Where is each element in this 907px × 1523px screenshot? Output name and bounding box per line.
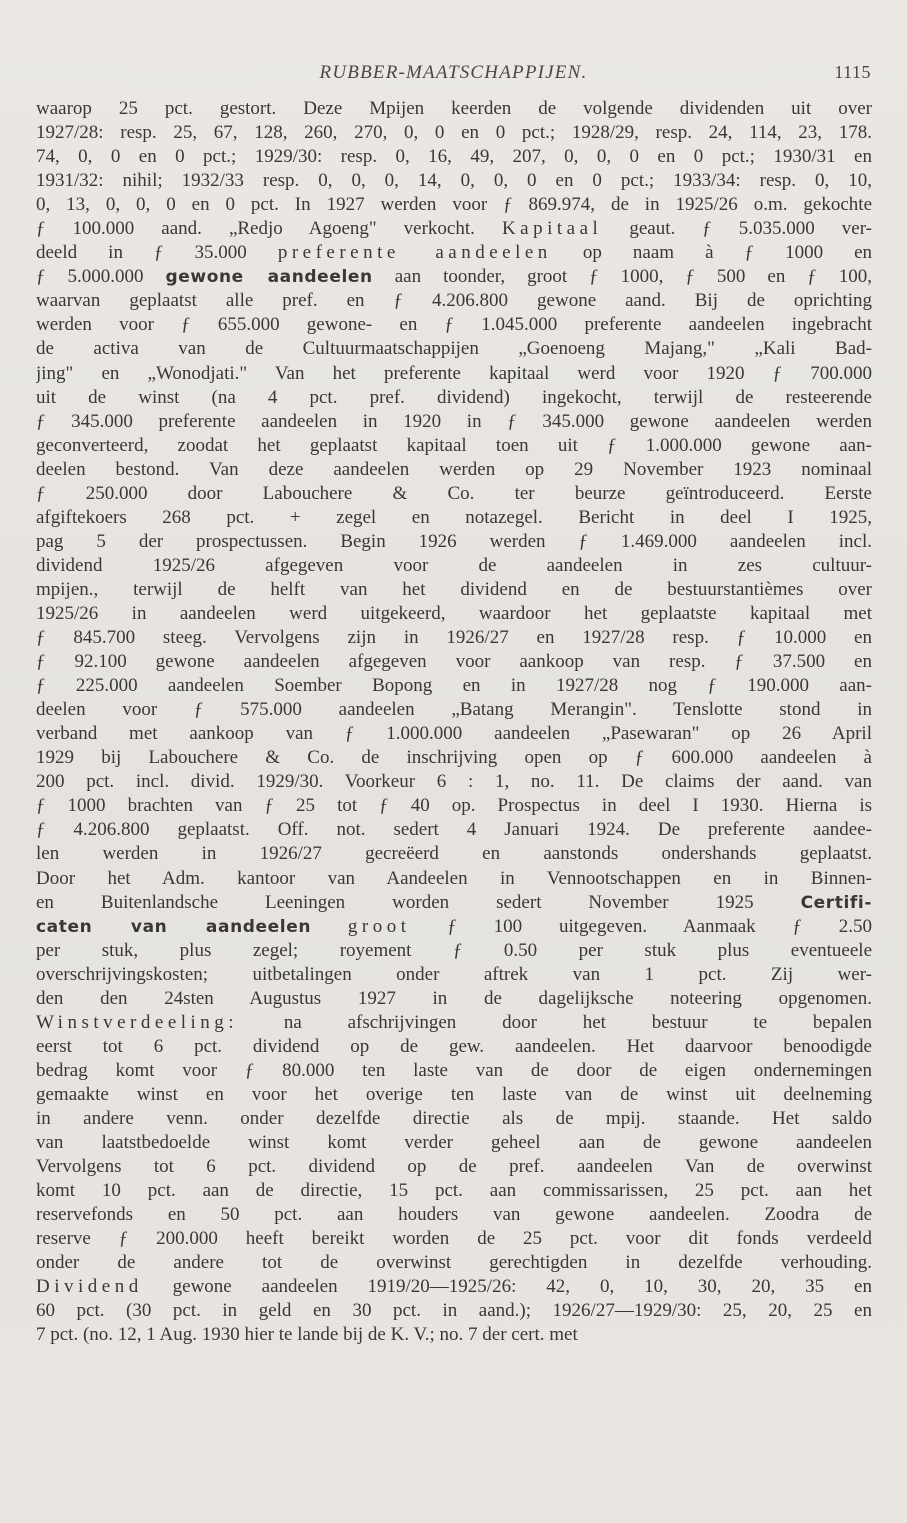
text-line: afgiftekoers 268 pct. + zegel en notazegel. Bericht in deel I 1925, (36, 506, 872, 528)
text-line: overschrijvingskosten; uitbetalingen onder aftrek van 1 pct. Zij wer- (36, 963, 872, 985)
text-line: den den 24sten Augustus 1927 in de dagelijksche noteering opgenomen. (36, 987, 872, 1009)
text-line: waarvan geplaatst alle pref. en ƒ 4.206.800 gewone aand. Bij de oprichting (36, 290, 872, 312)
text-segment: geaut. ƒ 5.035.000 ver- (629, 218, 872, 240)
text-line: mpijen., terwijl de helft van het dividend en de bestuurstantièmes over (36, 578, 872, 600)
text-line: jing" en „Wonodjati." Van het preferente kapitaal werd voor 1920 ƒ 700.000 (36, 362, 872, 384)
text-line: ƒ 345.000 preferente aandeelen in 1920 in ƒ 345.000 gewone aandeelen werden (36, 410, 872, 432)
text-line (36, 915, 872, 939)
bold-term-caten-van-aandeelen: caten van aandeelen (36, 916, 312, 937)
text-segment: ƒ 5.000.000 (36, 266, 144, 288)
text-line (36, 891, 872, 915)
text-segment: gewone aandeelen 1919/20—1925/26: 42, 0, 10, 30, 20, 35 en (172, 1276, 872, 1298)
text-line: Vervolgens tot 6 pct. dividend op de pref. aandeelen Van de overwinst (36, 1156, 872, 1178)
text-line: deelen voor ƒ 575.000 aandeelen „Batang Merangin". Tenslotte stond in (36, 699, 872, 721)
text-line: len werden in 1926/27 gecreëerd en aanstonds ondershands geplaatst. (36, 843, 872, 865)
text-line: in andere venn. onder dezelfde directie als de mpij. staande. Het saldo (36, 1107, 872, 1129)
text-line: gemaakte winst en voor het overige ten laste van de winst uit deelneming (36, 1083, 872, 1105)
text-line: 1927/28: resp. 25, 67, 128, 260, 270, 0, 0 en 0 pct.; 1928/29, resp. 24, 114, 23, 178. (36, 122, 872, 144)
text-line (36, 241, 872, 265)
text-line: ƒ 250.000 door Labouchere & Co. ter beurze geïntroduceerd. Eerste (36, 482, 872, 504)
text-line: komt 10 pct. aan de directie, 15 pct. aan commissarissen, 25 pct. aan het (36, 1180, 872, 1202)
section-heading-winstverdeeling: Winstverdeeling: (36, 1011, 239, 1033)
text-line: ƒ 225.000 aandeelen Soember Bopong en in 1927/28 nog ƒ 190.000 aan- (36, 675, 872, 697)
text-line: eerst tot 6 pct. dividend op de gew. aandeelen. Het daarvoor benoodigde (36, 1035, 872, 1057)
text-line: 1931/32: nihil; 1932/33 resp. 0, 0, 0, 14, 0, 0, 0 en 0 pct.; 1933/34: resp. 0, 10, (36, 170, 872, 192)
text-line: onder de andere tot de overwinst gerechtigden in dezelfde verhouding. (36, 1252, 872, 1274)
text-segment: en Buitenlandsche Leeningen worden sedert November 1925 (36, 891, 754, 913)
text-line: pag 5 der prospectussen. Begin 1926 werden ƒ 1.469.000 aandeelen incl. (36, 530, 872, 552)
text-line: 0, 13, 0, 0, 0 en 0 pct. In 1927 werden voor ƒ 869.974, de in 1925/26 o.m. gekochte (36, 194, 872, 216)
text-line: 7 pct. (no. 12, 1 Aug. 1930 hier te lande bij de K. V.; no. 7 der cert. met (36, 1324, 578, 1346)
text-line (36, 1275, 872, 1299)
text-line: 1925/26 in aandeelen werd uitgekeerd, waardoor het geplaatste kapitaal met (36, 602, 872, 624)
bold-term-gewone-aandeelen: gewone aandeelen (165, 267, 373, 288)
text-line (36, 265, 872, 289)
text-line: verband met aankoop van ƒ 1.000.000 aandeelen „Pasewaran" op 26 April (36, 723, 872, 745)
spaced-term-preferente: preferente aandeelen (277, 242, 552, 264)
text-line: Door het Adm. kantoor van Aandeelen in Vennootschappen en in Binnen- (36, 867, 872, 889)
body-text (36, 97, 872, 1347)
text-line: reservefonds en 50 pct. aan houders van gewone aandeelen. Zoodra de (36, 1204, 872, 1226)
text-segment: ƒ 100 uitgegeven. Aanmaak ƒ 2.50 (447, 915, 872, 937)
text-line: 200 pct. incl. divid. 1929/30. Voorkeur 6 : 1, no. 11. De claims der aand. van (36, 771, 872, 793)
text-line: van laatstbedoelde winst komt verder geheel aan de gewone aandeelen (36, 1132, 872, 1154)
text-line: dividend 1925/26 afgegeven voor de aandeelen in zes cultuur- (36, 554, 872, 576)
text-line (36, 1011, 872, 1035)
page-header (36, 58, 871, 92)
section-heading-kapitaal: Kapitaal (501, 218, 603, 240)
text-line: per stuk, plus zegel; royement ƒ 0.50 per stuk plus eventueele (36, 939, 872, 961)
text-line: waarop 25 pct. gestort. Deze Mpijen keerden de volgende dividenden uit over (36, 98, 872, 119)
text-line: ƒ 92.100 gewone aandeelen afgegeven voor aankoop van resp. ƒ 37.500 en (36, 651, 872, 673)
bold-term-certificaten: Certifi- (800, 892, 872, 913)
text-segment: op naam à ƒ 1000 en (582, 242, 872, 264)
text-segment: ƒ 100.000 aand. „Redjo Agoeng" verkocht. (36, 218, 475, 240)
text-line: geconverteerd, zoodat het geplaatst kapitaal toen uit ƒ 1.000.000 gewone aan- (36, 434, 872, 456)
text-line: deelen bestond. Van deze aandeelen werden op 29 November 1923 nominaal (36, 458, 872, 480)
text-line: 1929 bij Labouchere & Co. de inschrijving open op ƒ 600.000 aandeelen à (36, 747, 872, 769)
text-segment: na afschrijvingen door het bestuur te bepalen (283, 1011, 872, 1033)
text-segment: deeld in ƒ 35.000 (36, 242, 247, 264)
page-number: 1115 (834, 62, 871, 82)
text-line: de activa van de Cultuurmaatschappijen „Goenoeng Majang," „Kali Bad- (36, 338, 872, 360)
text-line: ƒ 1000 brachten van ƒ 25 tot ƒ 40 op. Prospectus in deel I 1930. Hierna is (36, 795, 872, 817)
text-line (36, 217, 872, 241)
text-line: werden voor ƒ 655.000 gewone- en ƒ 1.045.000 preferente aandeelen ingebracht (36, 314, 872, 336)
text-line: reserve ƒ 200.000 heeft bereikt worden de 25 pct. voor dit fonds verdeeld (36, 1228, 872, 1250)
text-line: 74, 0, 0 en 0 pct.; 1929/30: resp. 0, 16, 49, 207, 0, 0, 0 en 0 pct.; 1930/31 en (36, 146, 872, 168)
text-line: ƒ 845.700 steeg. Vervolgens zijn in 1926/27 en 1927/28 resp. ƒ 10.000 en (36, 627, 872, 649)
spaced-term-groot: groot (347, 915, 411, 937)
text-line: ƒ 4.206.800 geplaatst. Off. not. sedert 4 Januari 1924. De preferente aandee- (36, 819, 872, 841)
running-title: RUBBER-MAATSCHAPPIJEN. (319, 62, 588, 83)
text-segment: aan toonder, groot ƒ 1000, ƒ 500 en ƒ 100, (394, 266, 872, 288)
text-line: bedrag komt voor ƒ 80.000 ten laste van de door de eigen ondernemingen (36, 1059, 872, 1081)
text-line: uit de winst (na 4 pct. pref. dividend) ingekocht, terwijl de resteerende (36, 386, 872, 408)
text-line: 60 pct. (30 pct. in geld en 30 pct. in aand.); 1926/27—1929/30: 25, 20, 25 en (36, 1300, 872, 1322)
section-heading-dividend: Dividend (36, 1276, 143, 1298)
